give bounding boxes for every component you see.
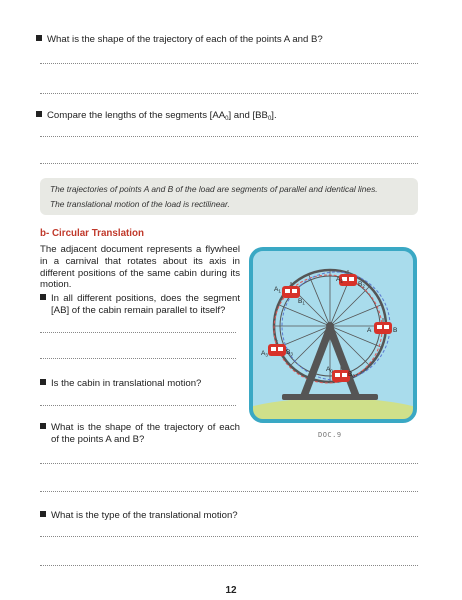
answer-line — [40, 358, 236, 359]
question-2: Compare the lengths of the segments $[AA_0]$ and $[BB_0]$. — [36, 110, 436, 125]
answer-line — [40, 565, 418, 566]
page-number: 12 — [225, 585, 237, 596]
answer-line — [40, 63, 418, 64]
label-a3: $A_3$ — [261, 350, 268, 358]
question-1-text: What is the shape of the trajectory of each of the points A and B? — [47, 34, 323, 45]
bullet-icon — [40, 423, 46, 429]
question-1 — [36, 34, 436, 46]
label-a0: $A_0$ — [326, 366, 333, 374]
question-5: What is the shape of the trajectory of each of the points A and B? — [40, 422, 240, 446]
label-a2: $A_2$ — [336, 276, 343, 284]
question-3: In all different positions, does the segment [AB] of the cabin remain parallel to itself? — [40, 293, 240, 317]
label-b3: $B_3$ — [286, 349, 293, 357]
info-box-line-1: The trajectories of points A and B of the load are segments of parallel and identical lines. — [50, 184, 378, 194]
info-box-line-2: The translational motion of the load is rectilinear. — [50, 199, 230, 209]
label-a1: $A_1$ — [274, 286, 281, 294]
label-b2: $B_2$ — [358, 281, 365, 289]
answer-line — [40, 491, 418, 492]
bullet-icon — [36, 35, 42, 41]
bullet-icon — [36, 111, 42, 117]
label-a: A — [367, 327, 372, 334]
info-box — [40, 178, 418, 215]
bullet-icon — [40, 511, 46, 517]
answer-line — [40, 332, 236, 333]
bullet-icon — [40, 379, 46, 385]
answer-line — [40, 163, 418, 164]
ferris-wheel-figure — [248, 246, 418, 424]
section-heading: b- Circular Translation — [40, 228, 144, 239]
answer-line — [40, 463, 418, 464]
bullet-icon — [40, 294, 46, 300]
label-b0: $B_0$ — [348, 371, 355, 379]
question-6: What is the type of the translational motion? — [40, 510, 420, 522]
label-b1: $B_1$ — [298, 298, 305, 306]
answer-line — [40, 405, 236, 406]
answer-line — [40, 93, 418, 94]
answer-line — [40, 136, 418, 137]
question-4: Is the cabin in translational motion? — [40, 378, 240, 390]
label-b: B — [393, 327, 398, 334]
figure-caption: DOC.9 — [318, 431, 342, 439]
answer-line — [40, 536, 418, 537]
section-intro: The adjacent document represents a flywheel in a carnival that rotates about its axis in different positions of the same cabin during its motion. — [40, 244, 240, 291]
